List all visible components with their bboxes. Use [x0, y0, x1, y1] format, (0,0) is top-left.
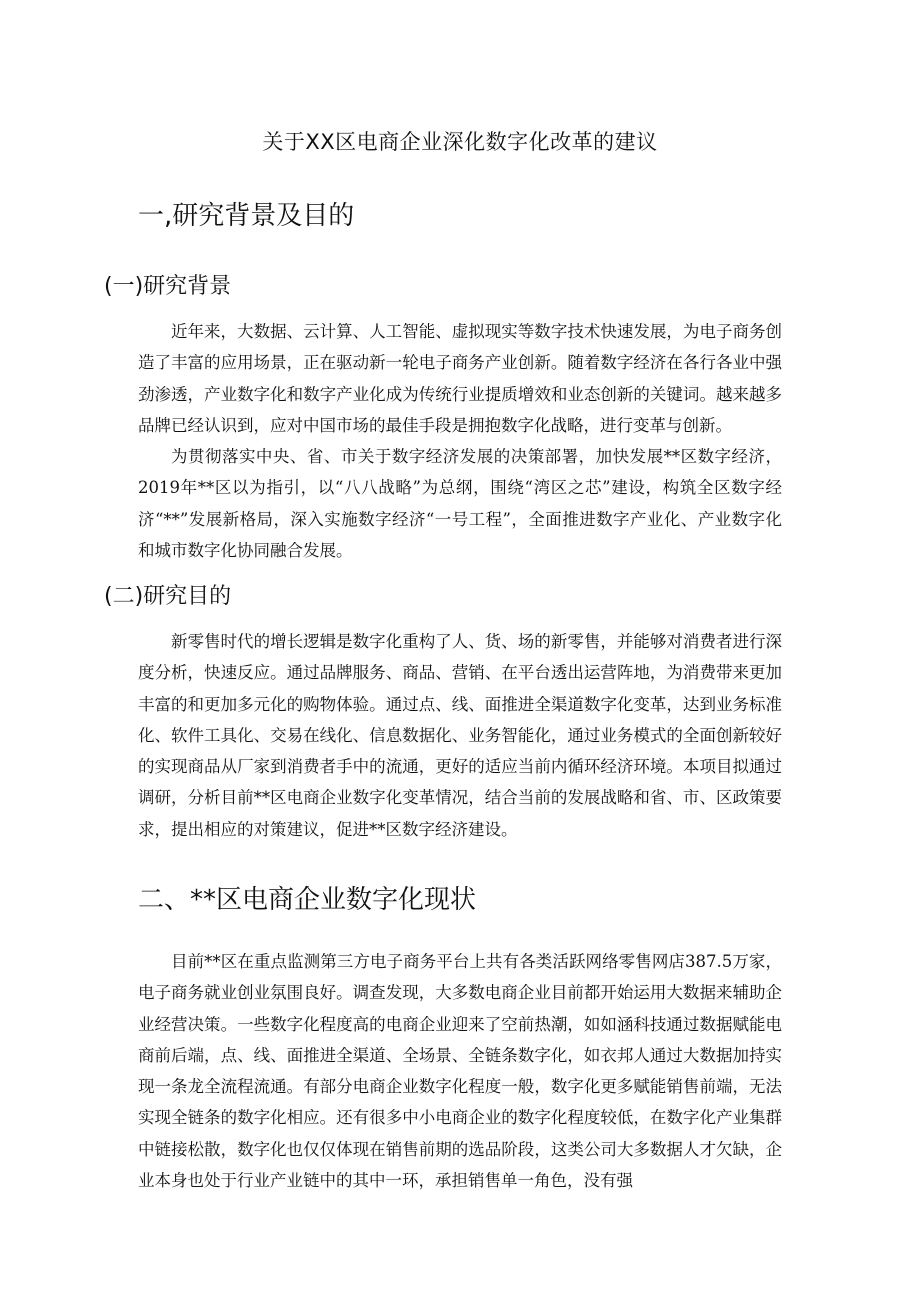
background-paragraph-2: 为贯彻落实中央、省、市关于数字经济发展的决策部署，加快发展**区数字经济，2019年**区以为指引，以“八八战略”为总纲，围绕“湾区之芯”建设，构筑全区数字经济“**”发展新格局，深入实施数字经济“一号工程”，全面推进数字产业化、产业数字化和城市数字化协同融合发展。 [138, 447, 782, 560]
background-paragraph-1: 近年来，大数据、云计算、人工智能、虚拟现实等数字技术快速发展，为电子商务创造了丰富的应用场景，正在驱动新一轮电子商务产业创新。随着数字经济在各行各业中强劲渗透，产业数字化和数字产业化成为传统行业提质增效和业态创新的关键词。越来越多品牌已经认识到，应对中国市场的最佳手段是拥抱数字化战略，进行变革与创新。 [138, 322, 782, 435]
document-title: 关于XX区电商企业深化数字化改革的建议 [262, 130, 658, 154]
purpose-paragraph: 新零售时代的增长逻辑是数字化重构了人、货、场的新零售，并能够对消费者进行深度分析，快速反应。通过品牌服务、商品、营销、在平台透出运营阵地，为消费带来更加丰富的和更加多元化的购物体验。通过点、线、面推进全渠道数字化变革，达到业务标准化、软件工具化、交易在线化、信息数据化、业务智能化，通过业务模式的全面创新较好的实现商品从厂家到消费者手中的流通，更好的适应当前内循环经济环境。本项目拟通过调研，分析目前**区电商企业数字化变革情况，结合当前的发展战略和省、市、区政策要求，提出相应的对策建议，促进**区数字经济建设。 [138, 632, 782, 839]
subsection-2-heading: (二)研究目的 [104, 584, 232, 609]
section-1-heading: 一,研究背景及目的 [138, 201, 355, 231]
subsection-1-heading: (一)研究背景 [104, 274, 232, 299]
status-paragraph: 目前**区在重点监测第三方电子商务平台上共有各类活跃网络零售网店387.5万家，电子商务就业创业氛围良好。调查发现，大多数电商企业目前都开始运用大数据来辅助企业经营决策。一些数字化程度高的电商企业迎来了空前热潮，如如涵科技通过数据赋能电商前后端，点、线、面推进全渠道、全场景、全链条数字化，如衣邦人通过大数据加持实现一条龙全流程流通。有部分电商企业数字化程度一般，数字化更多赋能销售前端，无法实现全链条的数字化相应。还有很多中小电商企业的数字化程度较低，在数字化产业集群中链接松散，数字化也仅仅体现在销售前期的选品阶段，这类公司大多数据人才欠缺，企业本身也处于行业产业链中的其中一环，承担销售单一角色，没有强 [138, 952, 782, 1191]
section-2-heading: 二、**区电商企业数字化现状 [138, 885, 477, 915]
